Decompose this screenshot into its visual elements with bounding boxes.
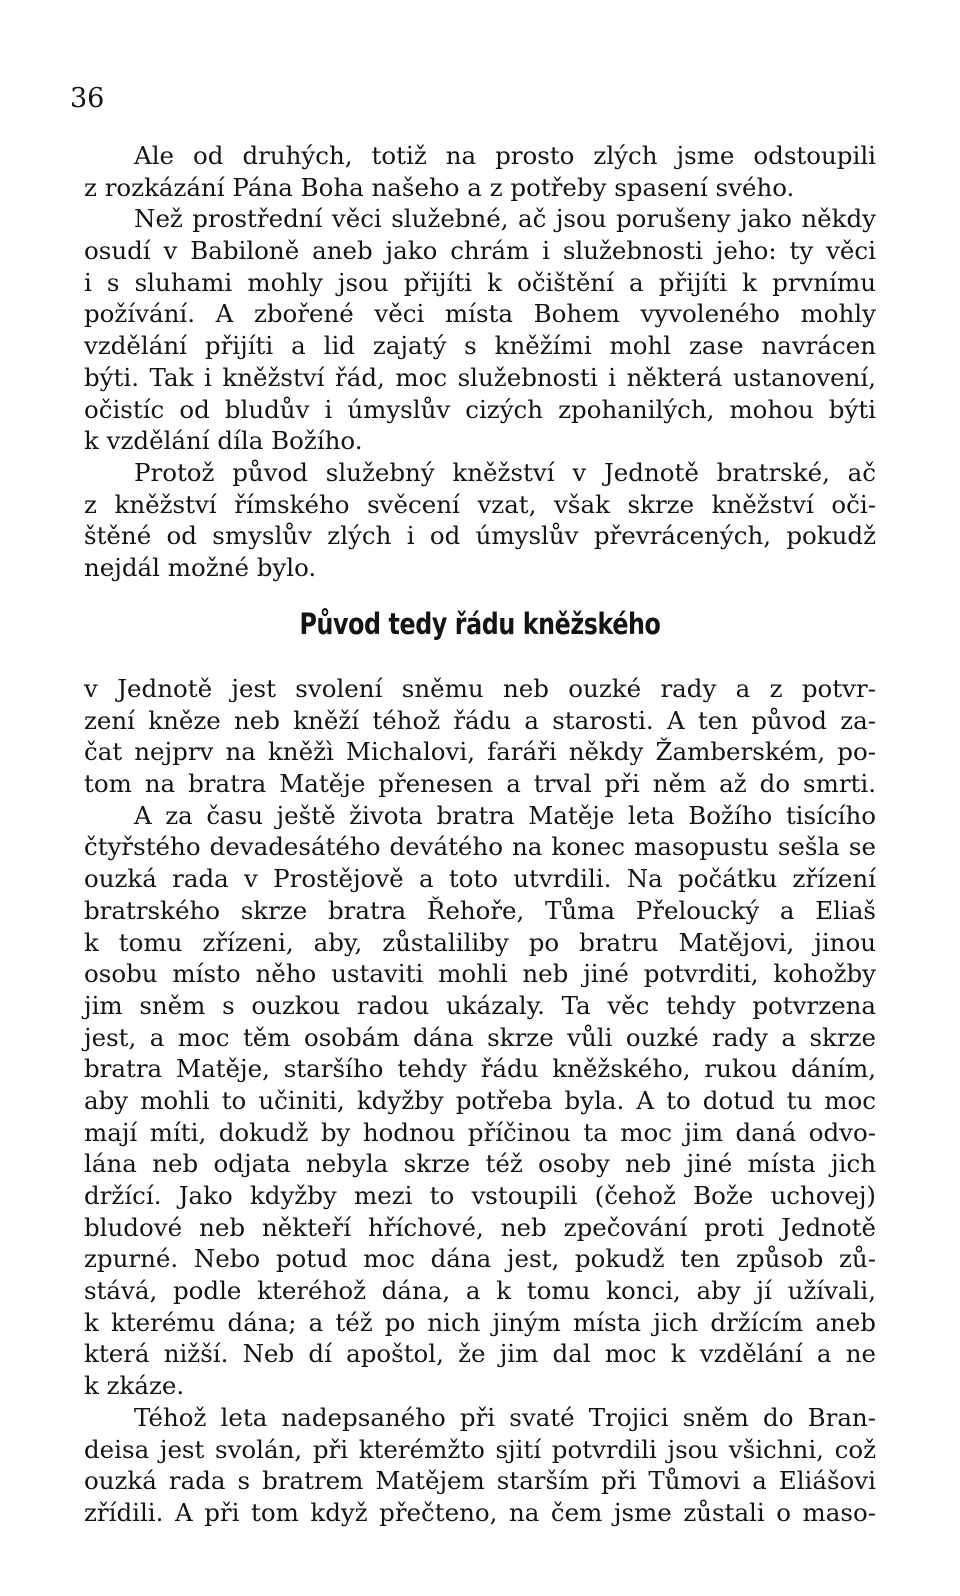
text-line: Než prostřední věci služebné, ač jsou porušeny jako někdy bbox=[134, 204, 876, 234]
text-line: býti. Tak i kněžství řád, moc služebnosti i některá ustanovení, bbox=[84, 362, 876, 392]
text-line: držící. Jako kdyžby mezi to vstoupili (čehož Bože uchovej) bbox=[84, 1181, 876, 1210]
text-line: osobu místo něho ustaviti mohli neb jiné potvrditi, kohožby bbox=[84, 959, 876, 989]
text-line: bludové neb někteří hříchové, neb zpečování proti Jednotě bbox=[84, 1212, 876, 1242]
paragraph-block-top bbox=[84, 140, 876, 584]
text-line: Ale od druhých, totiž na prosto zlých jsme odstoupili bbox=[134, 141, 876, 170]
text-line: štěné od smyslův zlých i od úmyslův převrácených, pokudž bbox=[84, 521, 876, 551]
page-number: 36 bbox=[70, 83, 105, 114]
text-line: v Jednotě jest svolení sněmu neb ouzké rady a z potvr- bbox=[84, 674, 876, 703]
text-line: jest, a moc těm osobám dána skrze vůli ouzké rady a skrze bbox=[84, 1022, 876, 1052]
text-line: k tomu zřízeni, aby, zůstaliliby po bratru Matějovi, jinou bbox=[84, 927, 876, 957]
text-line: nejdál možné bylo. bbox=[84, 552, 317, 582]
text-line: Téhož leta nadepsaného při svaté Trojici sněm do Bran- bbox=[134, 1402, 876, 1432]
text-line: zpurné. Nebo potud moc dána jest, pokudž ten způsob zů- bbox=[84, 1244, 876, 1274]
text-line: z kněžství římského svěcení vzat, však skrze kněžství oči- bbox=[84, 489, 876, 519]
text-line: A za času ještě života bratra Matěje leta Božího tisícího bbox=[134, 800, 876, 830]
text-line: Protož původ služebný kněžství v Jednotě bratrské, ač bbox=[134, 457, 876, 487]
text-line: k vzdělání díla Božího. bbox=[84, 426, 363, 456]
text-line: jim sněm s ouzkou radou ukázaly. Ta věc tehdy potvrzena bbox=[84, 990, 876, 1020]
text-line: ouzká rada s bratrem Matějem starším při Tůmovi a Eliášovi bbox=[84, 1466, 876, 1496]
text-line: zení kněze neb kněží téhož řádu a starosti. A ten původ za- bbox=[84, 705, 876, 735]
text-line: k kterému dána; a též po nich jiným místa jich držícím aneb bbox=[84, 1307, 876, 1337]
text-line: čat nejprv na kněžì Michalovi, faráři někdy Žamberském, po- bbox=[84, 737, 876, 767]
text-line: k zkáze. bbox=[84, 1371, 185, 1401]
text-line: bratra Matěje, staršího tehdy řádu kněžského, rukou dáním, bbox=[84, 1054, 876, 1084]
text-line: která nižší. Neb dí apoštol, že jim dal moc k vzdělání a ne bbox=[84, 1339, 876, 1369]
section-heading: Původ tedy řádu kněžského bbox=[299, 607, 661, 641]
text-line: mají míti, dokudž by hodnou příčinou ta moc jim daná odvo- bbox=[84, 1117, 876, 1147]
text-line: vzdělání přijíti a lid zajatý s kněžími mohl zase navrácen bbox=[84, 331, 876, 361]
paragraph-block-main bbox=[84, 673, 876, 1529]
text-line: požívání. A zbořené věci místa Bohem vyvoleného mohly bbox=[84, 299, 876, 329]
text-line: aby mohli to učiniti, kdyžby potřeba byla. A to dotud tu moc bbox=[84, 1085, 876, 1115]
text-line: ouzká rada v Prostějově a toto utvrdili. Na počátku zřízení bbox=[84, 864, 876, 894]
text-line: stává, podle kteréhož dána, a k tomu konci, aby jí užívali, bbox=[84, 1276, 876, 1306]
text-line: z rozkázání Pána Boha našeho a z potřeby spasení svého. bbox=[84, 172, 795, 202]
text-line: lána neb odjata nebyla skrze též osoby neb jiné místa jich bbox=[84, 1149, 876, 1179]
text-line: čtyřstého devadesátého devátého na konec masopustu sešla se bbox=[84, 832, 876, 862]
text-line: deisa jest svolán, při kterémžto sjití potvrdili jsou všichni, což bbox=[84, 1434, 876, 1464]
text-line: tom na bratra Matěje přenesen a trval při něm až do smrti. bbox=[84, 769, 876, 799]
text-line: zřídili. A při tom když přečteno, na čem jsme zůstali o maso- bbox=[84, 1497, 876, 1527]
text-line: bratrského skrze bratra Řehoře, Tůma Přeloucký a Eliaš bbox=[84, 895, 876, 925]
text-line: osudí v Babiloně aneb jako chrám i služebnosti jeho: ty věci bbox=[84, 236, 876, 266]
text-line: očistíc od bludův i úmyslův cizých zpohanilých, mohou býti bbox=[84, 394, 876, 424]
text-line: i s sluhami mohly jsou přijíti k očištění a přijíti k prvnímu bbox=[84, 267, 876, 297]
